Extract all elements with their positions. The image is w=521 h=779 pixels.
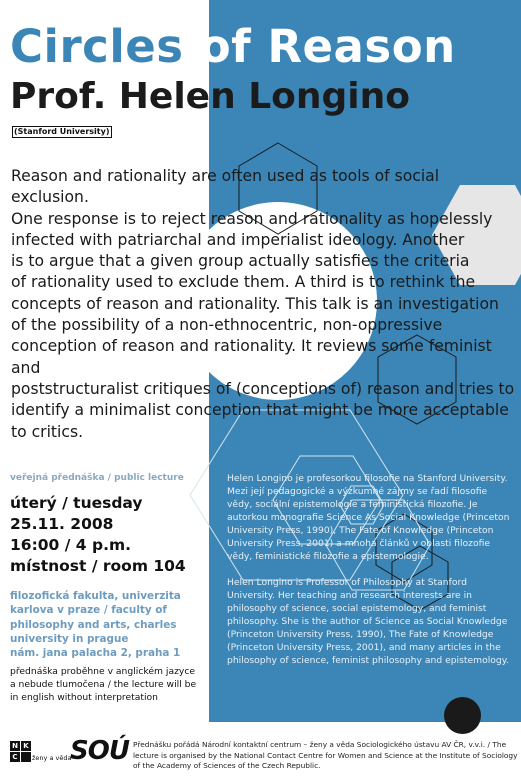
- affiliation-badge: (Stanford University): [14, 127, 110, 136]
- page-title: [10, 20, 456, 73]
- footer-organizer-note: Přednášku pořádá Národní kontaktní centrum – ženy a věda Sociologického ústavu AV ČR, v.v.i. / The lecture is organised by the National Contact Centre for Women and Science at the Institute of Sociology of the Academy of Sciences of the Czech Republic.: [133, 740, 518, 770]
- event-date: 25.11. 2008: [10, 515, 114, 533]
- event-time: 16:00 / 4 p.m.: [10, 536, 131, 554]
- venue-line: philosophy and arts, charles: [10, 618, 177, 631]
- venue-line: karlova v praze / faculty of: [10, 604, 167, 617]
- abstract-line: Reason and rationality are often used as tools of social exclusion.: [11, 167, 440, 207]
- abstract-line: One response is to reject reason and rationality as hopelessly: [11, 209, 493, 228]
- title-part-1: Circles: [10, 20, 184, 73]
- abstract-line: of the possibility of a non-ethnocentric, non-oppressive: [11, 316, 443, 335]
- venue-line: filozofická fakulta, univerzita: [10, 590, 181, 602]
- logo-letter: C: [10, 752, 20, 762]
- language-note-line: in english without interpretation: [10, 692, 158, 704]
- logo-letter: [21, 752, 31, 762]
- event-details: [10, 473, 205, 704]
- bio-czech: Helen Longino je profesorkou filosofie na Stanford University. Mezi její pedagogické a výzkumné zájmy se řadí filosofie vědy, sociální epistemologie a feministická filozofie. Je autorkou monografie Science As Social Knowledge (Princeton University Press, 1990), The Fate of Knowledge (Princeton University Press, 2001) a mnoha článků v oblasti filozofie vědy, feministické filozofie a epistemologie.: [227, 473, 510, 562]
- logo-letter: K: [21, 741, 31, 751]
- abstract-line: of rationality used to exclude them. A third is to rethink the: [11, 273, 476, 292]
- title-part-2: of Reason: [183, 20, 456, 73]
- language-note-line: přednáška proběhne v anglickém jazyce: [10, 666, 196, 678]
- venue-line: nám. jana palacha 2, praha 1: [10, 647, 181, 660]
- lecture-type: veřejná přednáška / public lecture: [10, 473, 184, 483]
- event-day: úterý / tuesday: [10, 494, 143, 512]
- venue-address: [10, 589, 205, 660]
- abstract-line: concepts of reason and rationality. This talk is an investigation: [11, 294, 499, 313]
- language-note: [10, 665, 205, 704]
- abstract-line: to critics.: [11, 422, 84, 441]
- black-dot-decoration: [444, 697, 481, 734]
- bio-english: Helen Longino is Professor of Philosophy at Stanford University. Her teaching and research interests are in philosophy of science, social epistemology, and feminist philosophy. She is the author of Science as Social Knowledge (Princeton University Press, 1990), The Fate of Knowledge (Princeton University Press, 2001), and many articles in the philosophy of science, feminist philosophy and epistemology.: [227, 577, 509, 666]
- abstract-line: infected with patriarchal and imperialist ideology. Another: [11, 230, 465, 249]
- event-room: místnost / room 104: [10, 557, 186, 575]
- abstract-line: conception of reason and rationality. It reviews some feminist and: [11, 337, 492, 377]
- speaker-bio: [227, 472, 510, 680]
- language-note-line: a nebude tlumočena / the lecture will be: [10, 679, 197, 691]
- venue-line: university in prague: [10, 632, 129, 645]
- abstract-line: is to argue that a given group actually satisfies the criteria: [11, 252, 470, 271]
- speaker-name: Prof. Helen Longino: [10, 76, 411, 117]
- abstract-line: poststructuralist critiques of (conceptions of) reason and tries to: [11, 379, 515, 398]
- nkc-logo-text: ženy a věda: [32, 754, 72, 762]
- sou-logo: SOÚ: [70, 736, 129, 766]
- nkc-logo: [10, 741, 72, 762]
- logo-letter: N: [10, 741, 20, 751]
- abstract-text: [11, 166, 519, 443]
- abstract-line: identify a minimalist conception that might be more acceptable: [11, 401, 509, 420]
